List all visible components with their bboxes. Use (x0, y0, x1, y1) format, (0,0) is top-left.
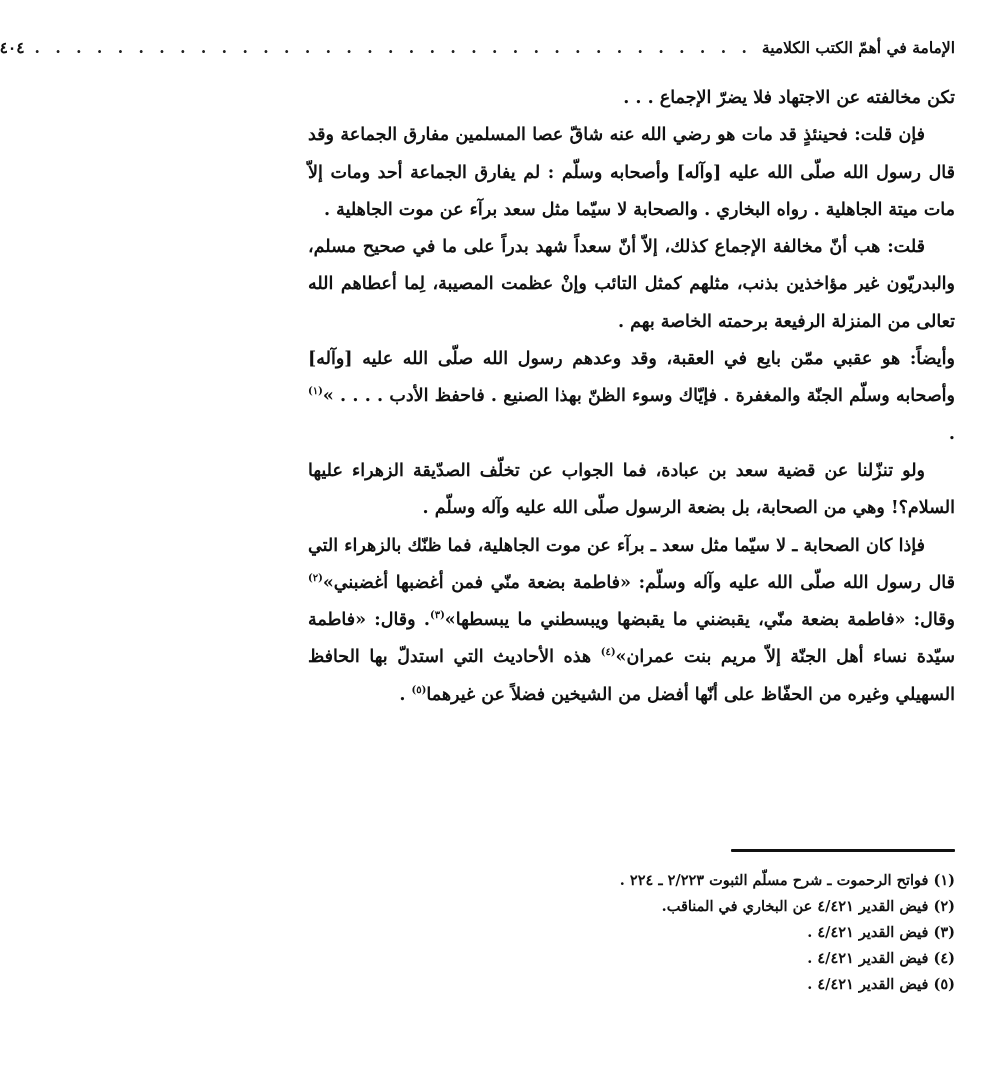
footnote-5: (٥) فيض القدير ٤/٤٢١ . (807, 976, 955, 993)
running-header (0, 33, 955, 61)
paragraph-tail: . (948, 423, 955, 444)
footnote-ref-3[interactable]: (٣) (429, 610, 445, 622)
leader-dots: . . . . . . . . . . . . . . . . . . . . . . . . . . . . . . . . . . . (34, 37, 752, 57)
footnote-separator (731, 849, 955, 852)
footnote-ref-2[interactable]: (٢) (308, 573, 323, 585)
paragraph-reply (308, 229, 955, 341)
paragraph-hadith (308, 528, 955, 714)
main-text (308, 80, 955, 714)
page-number: ٤٠٤ (0, 37, 25, 57)
paragraph-tail: . (399, 684, 412, 705)
footnote-2: (٢) فيض القدير ٤/٤٢١ عن البخاري في المناقب. (661, 898, 955, 915)
paragraph-text: وأيضاً: هو عقبي ممّن بايع في العقبة، وقد وعدهم رسول الله صلّى الله عليه [وآله] وأصحابه وسلّم الجنّة والمغفرة . فإيّاك وسوء الظنّ بهذا الصنيع . فاحفظ الأدب . . . . » (308, 349, 955, 407)
paragraph-text: ولو تنزّلنا عن قضية سعد بن عبادة، فما الجواب عن تخلّف الصدّيقة الزهراء عليها السلام؟! وهي من الصحابة، بل بضعة الرسول صلّى الله عليه وآله وسلّم . (308, 460, 955, 519)
paragraph-also (308, 341, 955, 453)
book-title: الإمامة في أهمّ الكتب الكلامية (761, 37, 955, 57)
paragraph-text: تكن مخالفته عن الاجتهاد فلا يضرّ الإجماع . . . (623, 88, 955, 108)
footnote-ref-1[interactable]: (١) (308, 386, 323, 398)
footnote-ref-5[interactable]: (٥) (411, 684, 427, 696)
paragraph-objection (308, 117, 955, 229)
paragraph-text: . وقال: «فاطمة سيّدة نساء أهل الجنّة إلاّ مريم بنت عمران» (308, 610, 955, 668)
paragraph-text: فإذا كان الصحابة ـ لا سيّما مثل سعد ـ برآء عن موت الجاهلية، فما ظنّك بالزهراء التي قال رسول الله صلّى الله عليه وآله وسلّم: «فاطمة بضعة منّي فمن أغضبها أغضبني» (308, 535, 955, 593)
paragraph-text: قلت: هب أنّ مخالفة الإجماع كذلك، إلاّ أنّ سعداً شهد بدراً على ما في صحيح مسلم، والبدريّون غير مؤاخذين بذنب، مثلهم كمثل التائب وإنْ عظمت المصيبة، لِما أعطاهم الله تعالى من المنزلة الرفيعة برحمته الخاصة بهم . (308, 237, 955, 332)
paragraph-text: هذه الأحاديث التي استدلّ بها الحافظ السهيلي وغيره من الحفّاظ على أنّها أفضل من الشيخين فضلاً عن غيرهما (308, 647, 955, 705)
paragraph-continuation (308, 80, 955, 117)
footnotes (308, 868, 955, 998)
paragraph-text: وقال: «فاطمة بضعة منّي، يقبضني ما يقبضها ويبسطني ما يبسطها» (444, 610, 955, 631)
footnote-4: (٤) فيض القدير ٤/٤٢١ . (807, 950, 955, 967)
paragraph-zahra (308, 453, 955, 528)
footnote-ref-4[interactable]: (٤) (600, 647, 616, 659)
paragraph-text: فإن قلت: فحينئذٍ قد مات هو رضي الله عنه شاقّ عصا المسلمين مفارق الجماعة وقد قال رسول الله صلّى الله عليه [وآله] وأصحابه وسلّم : لم يفارق الجماعة أحد ومات إلاّ مات ميتة الجاهلية . رواه البخاري . والصحابة لا سيّما مثل سعد برآء عن موت الجاهلية . (308, 125, 955, 220)
footnote-3: (٣) فيض القدير ٤/٤٢١ . (807, 924, 955, 941)
footnote-1: (١) فواتح الرحموت ـ شرح مسلّم الثبوت ٢/٢٢٣ ـ ٢٢٤ . (619, 872, 955, 889)
